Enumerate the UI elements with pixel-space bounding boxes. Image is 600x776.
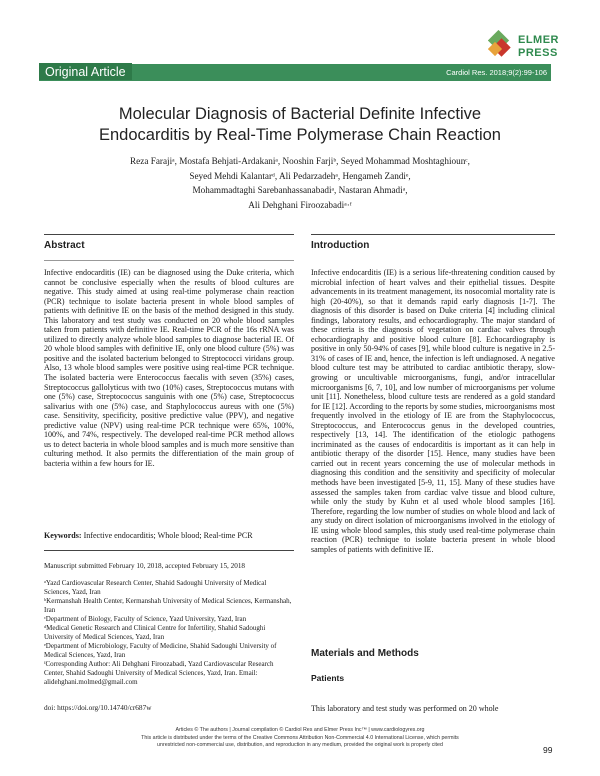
author-list xyxy=(60,154,540,212)
affiliation-d: ᵈMedical Genetic Research and Clinical Centre for Infertility, Shahid Sadoughi University of Medical Sciences, Yazd, Iran xyxy=(44,624,266,641)
article-header-bar xyxy=(39,64,551,81)
publisher-logo xyxy=(488,28,588,66)
introduction-text: Infective endocarditis (IE) is a serious life-threatening condition caused by microbial infection of heart valves and their epithelial tissues. Despite advancements in its treatment management, its nosocomial mortality rate is high (20-40%), so that it demands rapid early diagnosis [1-7]. The diagnosis of this disorder is based on Duke criteria [4] including clinical findings, laboratory results, and echocardiography. The major standard of these criteria is the diagnosis of vegetation on cardiac valves through echocardiography and positive blood culture [8]. Echocardiography is positive in only 50-94% of cases [9], while blood culture is negative in 2.5-31% of cases of IE and, hence, the infection is left undiagnosed. A negative blood culture test may be attributed to cardiac antibiotic therapy, slow-growing or uncultivable microorganisms, fungi, and/or intracellular microorganisms [6, 7, 10], and low number of microorganisms per volume unit [11]. Nonetheless, blood culture tests are rendered as a gold standard for IE [12]. According to the reports by some studies, microorganisms most frequently involved in the etiology of IE are from the Staphylococcus, Streptococcus, and Enterococcus genus in the developed countries, respectively [13, 14]. The identification of the etiologic pathogens incriminated as the causes of endocarditis is important as it can help in antibiotic therapy of the disorder [15]. Hence, many studies have been carried out in recent years concerning the use of molecular methods in diagnosing this condition and the sensitivity and specificity of molecular methods have been investigated [5-9, 11, 15]. Many of these studies have assessed the samples taken from cardiac valve tissue and blood culture, while only the study by Kuhn et al used whole blood samples [16]. Therefore, regarding the low number of studies on whole blood and lack of any study on direct isolation of microorganisms involved in the etiology of IE using whole blood samples, this study used real-time polymerase chain reaction (PCR) technique to isolate bacteria present in whole blood samples of patients with definitive IE. xyxy=(311,268,555,554)
article-title xyxy=(40,104,560,146)
abstract-top-rule xyxy=(44,234,294,235)
logo-text-press: PRESS xyxy=(518,47,558,59)
keywords-label: Keywords: xyxy=(44,531,82,540)
authors-line-4: Ali Dehghani Firoozabadiᵃ·ᶠ xyxy=(248,199,352,210)
affiliations xyxy=(44,579,294,687)
journal-reference: Cardiol Res. 2018;9(2):99-106 xyxy=(446,68,547,77)
patients-subheading: Patients xyxy=(311,673,345,683)
introduction-heading: Introduction xyxy=(311,240,370,251)
methods-text: This laboratory and test study was performed on 20 whole xyxy=(311,704,499,713)
title-line-1: Molecular Diagnosis of Bacterial Definite Infective xyxy=(118,105,482,123)
corresponding-author: ᶠCorresponding Author: Ali Dehghani Firoozabadi, Yazd Cardiovascular Research Center, Shahid Sadoughi University of Medical Sciences, Yazd, Iran. Email: alidehghani.molmed@gmail.com xyxy=(44,660,274,686)
authors-line-2: Seyed Mehdi Kalantarᵈ, Ali Pedarzadehᵃ, Hengameh Zandiᵉ, xyxy=(189,170,411,181)
page-number: 99 xyxy=(543,745,553,755)
authors-line-3: Mohammadtaghi Sarebanhassanabadiᵃ, Nastaran Ahmadiᵃ, xyxy=(192,185,408,195)
page-footer xyxy=(60,727,540,750)
affiliation-a: ᵃYazd Cardiovascular Research Center, Shahid Sadoughi University of Medical Sciences, Yazd, Iran xyxy=(44,579,267,596)
section-label: Original Article xyxy=(39,63,132,80)
title-line-2: Endocarditis by Real-Time Polymerase Chain Reaction xyxy=(99,126,501,144)
footer-copyright: Articles © The authors | Journal compilation © Cardiol Res and Elmer Press Inc™ | www.cardiologyres.org xyxy=(175,727,425,733)
elmer-press-logo-icon xyxy=(488,30,514,60)
affiliation-c: ᶜDepartment of Biology, Faculty of Science, Yazd University, Yazd, Iran xyxy=(44,614,247,623)
abstract-heading-rule xyxy=(44,260,294,261)
abstract-heading: Abstract xyxy=(44,240,85,251)
abstract-bottom-rule xyxy=(44,550,294,551)
footer-license-1: This article is distributed under the terms of the Creative Commons Attribution Non-Commercial 4.0 International License, which permits xyxy=(141,734,459,741)
keywords xyxy=(44,531,294,540)
keywords-value: Infective endocarditis; Whole blood; Real-time PCR xyxy=(83,531,253,540)
intro-top-rule xyxy=(311,234,555,235)
abstract-text: Infective endocarditis (IE) can be diagnosed using the Duke criteria, which cannot be conclusive especially when the results of blood cultures are negative. This study aimed at using real-time polymerase chain reaction (PCR) technique to isolate bacteria present in whole blood samples of patients with definitive IE on the basis of the method designed in this study. This laboratory and test study was conducted on 20 whole blood samples taken from patients with definitive IE. Real-time PCR of the 16s rRNA was utilized to directly analyze whole blood samples to diagnose bacterial IE. Of 20 whole blood samples with definitive IE, only one blood culture (5%) was positive and the isolated bacterium belonged to Streptococci viridans group. Also, 13 whole blood samples were positive using real-time PCR technique. The isolated bacteria were Enterococcus faecalis with seven (35%) cases, Streptococcus gallolyticus with two (10%) cases, Streptococcus mutans with one (5%) case, Streptococcus sanguinis with one (5%) case, Streptococcus salivarius with one (5%) case, and Staphylococcus aureus with one (5%) case. Sensitivity, specificity, positive predictive value (PPV), and negative predictive value (NPV) using real-time PCR technique were 65%, 100%, 100%, and 74%, respectively. The developed real-time PCR method allows us to detect bacteria in whole blood samples and is much more sensitive than culturing method. It also permits the differentiation of the main group of bacteria within a few hours for IE. xyxy=(44,268,294,468)
affiliation-b: ᵇKermanshah Health Center, Kermanshah University of Medical Sciences, Kermanshah, Iran xyxy=(44,596,292,614)
methods-heading: Materials and Methods xyxy=(311,648,419,659)
authors-line-1: Reza Farajiᵃ, Mostafa Behjati-Ardakaniᵃ, Nooshin Farjiᵇ, Seyed Mohammad Moshtaghiounᶜ, xyxy=(130,156,470,166)
manuscript-dates: Manuscript submitted February 10, 2018, accepted February 15, 2018 xyxy=(44,562,246,570)
logo-text-elmer: ELMER xyxy=(518,34,559,46)
footer-license-2: unrestricted non-commercial use, distribution, and reproduction in any medium, provided the original work is properly cited xyxy=(157,742,443,748)
affiliation-e: ᵉDepartment of Microbiology, Faculty of Medicine, Shahid Sadoughi University of Medical Sciences, Yazd, Iran xyxy=(44,642,277,659)
doi-link[interactable]: doi: https://doi.org/10.14740/cr687w xyxy=(44,703,152,712)
